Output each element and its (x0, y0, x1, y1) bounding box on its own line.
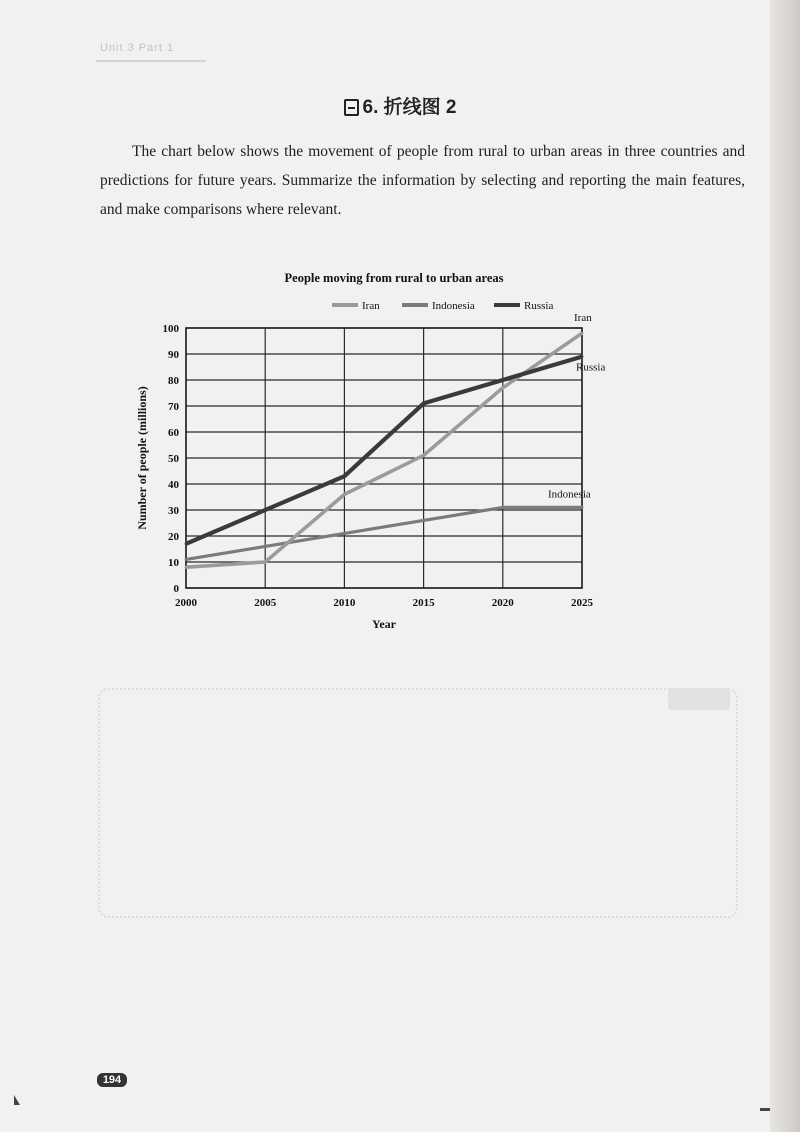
book-spine-shadow (770, 0, 800, 1132)
series-line-indonesia (186, 507, 582, 559)
x-tick-label: 2020 (491, 597, 514, 609)
data-point-indonesia (581, 506, 584, 509)
line-chart (120, 262, 680, 632)
y-tick-label: 0 (173, 583, 179, 595)
y-tick-label: 50 (168, 453, 179, 465)
data-point-indonesia (501, 506, 504, 509)
y-tick-label: 70 (168, 401, 179, 413)
legend-label-indonesia: Indonesia (432, 300, 475, 312)
y-tick-label: 10 (168, 557, 179, 569)
corner-mark-right (760, 1108, 770, 1111)
y-axis-label: Number of people (millions) (135, 386, 149, 530)
x-tick-label: 2005 (254, 597, 277, 609)
data-point-indonesia (264, 545, 267, 548)
y-tick-label: 80 (168, 375, 179, 387)
vocabulary-box-bleedthrough (98, 688, 738, 918)
prompt-text: The chart below shows the movement of people from rural to urban areas in three countries and predictions for future years. Summarize the information by selecting and reporting the main features, and make comparisons where relevant. (100, 143, 745, 218)
series-label-russia: Russia (576, 361, 606, 374)
data-point-indonesia (422, 519, 425, 522)
data-point-russia (185, 542, 188, 545)
data-point-indonesia (185, 558, 188, 561)
data-point-iran (422, 454, 425, 457)
data-point-indonesia (343, 532, 346, 535)
x-tick-label: 2015 (412, 597, 435, 609)
data-point-russia (422, 402, 425, 405)
x-tick-label: 2010 (333, 597, 356, 609)
y-tick-label: 40 (168, 479, 179, 491)
y-tick-label: 30 (168, 505, 179, 517)
series-label-indonesia: Indonesia (548, 488, 591, 501)
writing-prompt (100, 137, 745, 224)
data-point-iran (501, 386, 504, 389)
data-point-iran (264, 561, 267, 564)
series-line-iran (186, 333, 582, 567)
data-point-russia (264, 509, 267, 512)
y-tick-label: 20 (168, 531, 179, 543)
y-tick-label: 90 (168, 349, 179, 361)
header-rule (96, 60, 206, 62)
y-tick-label: 100 (162, 323, 179, 335)
y-tick-label: 60 (168, 427, 179, 439)
x-tick-label: 2025 (571, 597, 593, 609)
section-icon (344, 99, 359, 116)
data-point-iran (581, 332, 584, 335)
series-line-russia (186, 357, 582, 544)
corner-mark (14, 1095, 20, 1105)
section-title: 6. 折线图 2 (362, 97, 457, 118)
section-heading (0, 92, 800, 119)
legend-label-iran: Iran (362, 300, 380, 312)
data-point-iran (343, 493, 346, 496)
data-point-iran (185, 566, 188, 569)
data-point-russia (501, 379, 504, 382)
x-axis-label: Year (372, 617, 396, 631)
series-label-iran: Iran (574, 312, 592, 325)
legend-label-russia: Russia (524, 300, 554, 312)
data-point-russia (343, 475, 346, 478)
vocabulary-tab (668, 688, 730, 710)
running-header: Unit 3 Part 1 (100, 42, 175, 54)
page-number: 194 (97, 1073, 127, 1087)
x-tick-label: 2000 (175, 597, 197, 609)
chart-title: People moving from rural to urban areas (284, 271, 504, 285)
data-point-russia (581, 355, 584, 358)
